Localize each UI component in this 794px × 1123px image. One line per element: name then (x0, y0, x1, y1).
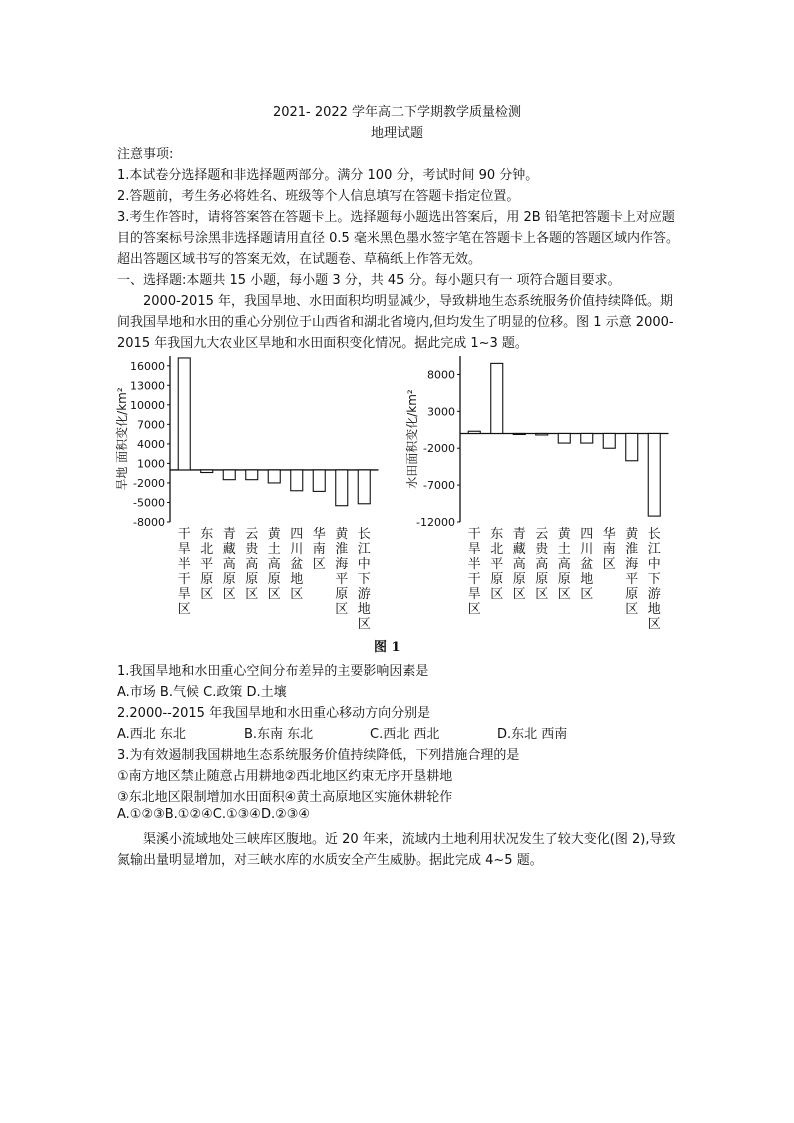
y-tick-label: -12000 (416, 516, 455, 529)
question-1-stem: 1.我国旱地和水田重心空间分布差异的主要影响因素是 (117, 664, 429, 679)
bar (468, 431, 480, 433)
y-tick-label: 10000 (130, 398, 165, 412)
question-2-option-d: D.东北 西南 (497, 727, 568, 742)
figure-caption: 图 1 (374, 640, 401, 655)
note-item: 超出答题区域书写的答案无效，在试题卷、草稿纸上作答无效。 (117, 252, 482, 267)
category-label: 四川盆地区 (580, 527, 594, 602)
category-label: 长江中下游地区 (647, 527, 661, 632)
bar (178, 358, 190, 470)
category-label: 云贵高原区 (535, 527, 549, 602)
category-label: 东北平原区 (200, 527, 214, 602)
intro-paragraph: 2015 年我国九大农业区旱地和水田面积变化情况。据此完成 1~3 题。 (117, 336, 528, 351)
category-label: 华南区 (312, 527, 326, 572)
question-2-stem: 2.2000--2015 年我国旱地和水田重心移动方向分别是 (117, 706, 431, 721)
category-label: 干旱半干旱区 (467, 527, 481, 617)
bar (603, 433, 615, 448)
y-tick-label: -2000 (423, 442, 455, 456)
bar (513, 433, 525, 434)
y-tick-label: 1000 (137, 457, 165, 471)
bar (313, 470, 325, 491)
bar (558, 433, 570, 443)
note-item: 3.考生作答时，请将答案答在答题卡上。选择题每小题选出答案后，用 2B 铅笔把答题卡上对应题 (117, 210, 675, 225)
y-tick-label: -2000 (133, 476, 165, 490)
bar (491, 363, 503, 433)
bar (223, 470, 235, 480)
category-label: 黄淮海平原区 (625, 527, 639, 617)
bar (246, 470, 258, 480)
question-3-options: A.①②③B.①②④C.①③④D.②③④ (117, 807, 311, 822)
passage-paragraph: 氮输出量明显增加，对三峡水库的水质安全产生威胁。据此完成 4~5 题。 (117, 853, 543, 868)
question-1-options: A.市场 B.气候 C.政策 D.土壤 (117, 685, 287, 700)
notes-heading: 注意事项: (117, 147, 174, 162)
bar (581, 433, 593, 443)
bar (648, 433, 660, 516)
bar (536, 433, 548, 434)
category-label: 云贵高原区 (245, 527, 259, 602)
note-item: 2.答题前，考生务必将姓名、班级等个人信息填写在答题卡指定位置。 (117, 189, 520, 204)
paddy-area-chart (402, 350, 672, 640)
dryland-area-chart (112, 350, 382, 640)
question-2-option-b: B.东南 东北 (244, 727, 314, 742)
question-2-option-c: C.西北 西北 (370, 727, 440, 742)
y-tick-label: 13000 (130, 379, 165, 393)
category-label: 华南区 (602, 527, 616, 572)
category-label: 黄土高原区 (267, 527, 281, 602)
question-3-stem: 3.为有效遏制我国耕地生态系统服务价值持续降低，下列措施合理的是 (117, 748, 520, 763)
intro-paragraph: 间我国旱地和水田的重心分别位于山西省和湖北省境内,但均发生了明显的位移。图 1 示意 2000- (117, 315, 674, 330)
y-tick-label: -5000 (133, 496, 165, 510)
question-2-option-a: A.西北 东北 (117, 727, 186, 742)
category-label: 青藏高原区 (512, 527, 526, 602)
category-label: 黄土高原区 (557, 527, 571, 602)
y-axis-label: 水田面积变化/km² (405, 389, 419, 489)
y-tick-label: 4000 (137, 437, 165, 451)
bar (358, 470, 370, 504)
question-3-statement: ③东北地区限制增加水田面积④黄土高原地区实施休耕轮作 (117, 790, 453, 805)
y-axis-label: 旱地 面积变化/km² (115, 387, 129, 491)
y-tick-label: 16000 (130, 359, 165, 373)
exam-subtitle: 地理试题 (370, 126, 423, 141)
exam-title: 2021- 2022 学年高二下学期教学质量检测 (272, 105, 522, 120)
category-label: 东北平原区 (490, 527, 504, 602)
y-tick-label: 8000 (427, 368, 455, 382)
note-item: 目的答案标号涂黑非选择题请用直径 0.5 毫米黑色墨水签字笔在答题卡上各题的答题区域内作答。 (117, 231, 679, 246)
bar (626, 433, 638, 460)
category-label: 长江中下游地区 (357, 527, 371, 632)
y-tick-label: -7000 (423, 479, 455, 493)
category-label: 青藏高原区 (222, 527, 236, 602)
note-item: 1.本试卷分选择题和非选择题两部分。满分 100 分，考试时间 90 分钟。 (117, 168, 539, 183)
bar (268, 470, 280, 483)
section-heading: 一、选择题:本题共 15 小题，每小题 3 分，共 45 分。每小题只有一 项符合题目要求。 (117, 273, 621, 288)
passage-paragraph: 渠溪小流域地处三峡库区腹地。近 20 年来，流域内土地利用状况发生了较大变化(图 2),导致 (143, 832, 676, 847)
category-label: 四川盆地区 (290, 527, 304, 602)
category-label: 干旱半干旱区 (177, 527, 191, 617)
category-label: 黄淮海平原区 (335, 527, 349, 617)
bar (201, 470, 213, 473)
bar (291, 470, 303, 491)
question-3-statement: ①南方地区禁止随意占用耕地②西北地区约束无序开垦耕地 (117, 769, 453, 784)
y-tick-label: 3000 (427, 405, 455, 419)
intro-paragraph: 2000-2015 年，我国旱地、水田面积均明显减少，导致耕地生态系统服务价值持续降低。期 (143, 294, 673, 309)
y-tick-label: 7000 (137, 418, 165, 432)
y-tick-label: -8000 (133, 516, 165, 529)
bar (336, 470, 348, 506)
